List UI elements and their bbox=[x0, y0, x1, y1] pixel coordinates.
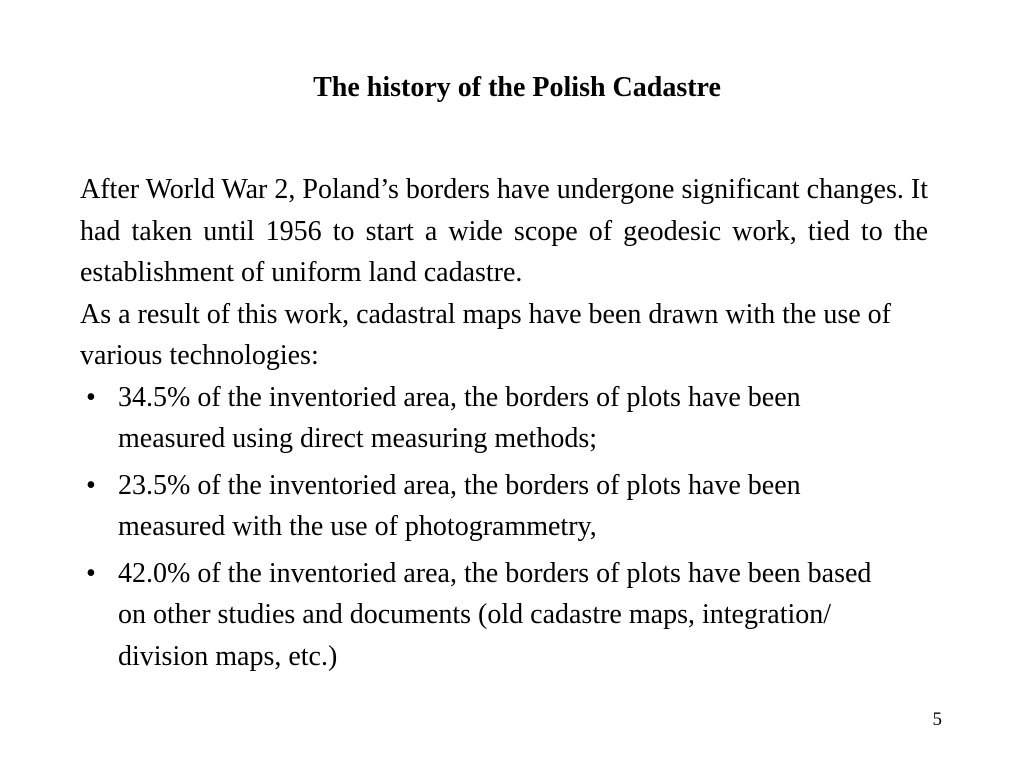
technology-list bbox=[80, 377, 928, 678]
list-item-text: 42.0% of the inventoried area, the borders of plots have been based on other studies and documents (old cadastre maps, integration/ division maps, etc.) bbox=[118, 557, 872, 672]
slide-body bbox=[80, 169, 928, 682]
bullet-icon: • bbox=[86, 557, 96, 589]
list-item-photogrammetry bbox=[80, 465, 928, 548]
slide-title: The history of the Polish Cadastre bbox=[313, 72, 721, 103]
intro-paragraph: After World War 2, Poland’s borders have undergone significant changes. It had taken until 1956 to start a wide scope of geodesic work, tied to the establishment of uniform land cadastre. bbox=[80, 174, 928, 288]
list-item-direct-measuring bbox=[80, 377, 928, 460]
list-item-other-documents bbox=[80, 553, 928, 678]
page-number: 5 bbox=[932, 709, 942, 730]
technologies-paragraph: As a result of this work, cadastral maps have been drawn with the use of various technologies: bbox=[80, 298, 891, 371]
bullet-icon: • bbox=[86, 469, 96, 501]
list-item-text: 23.5% of the inventoried area, the borders of plots have been measured with the use of photogrammetry, bbox=[118, 469, 801, 542]
bullet-icon: • bbox=[86, 381, 96, 413]
list-item-text: 34.5% of the inventoried area, the borders of plots have been measured using direct measuring methods; bbox=[118, 381, 801, 454]
